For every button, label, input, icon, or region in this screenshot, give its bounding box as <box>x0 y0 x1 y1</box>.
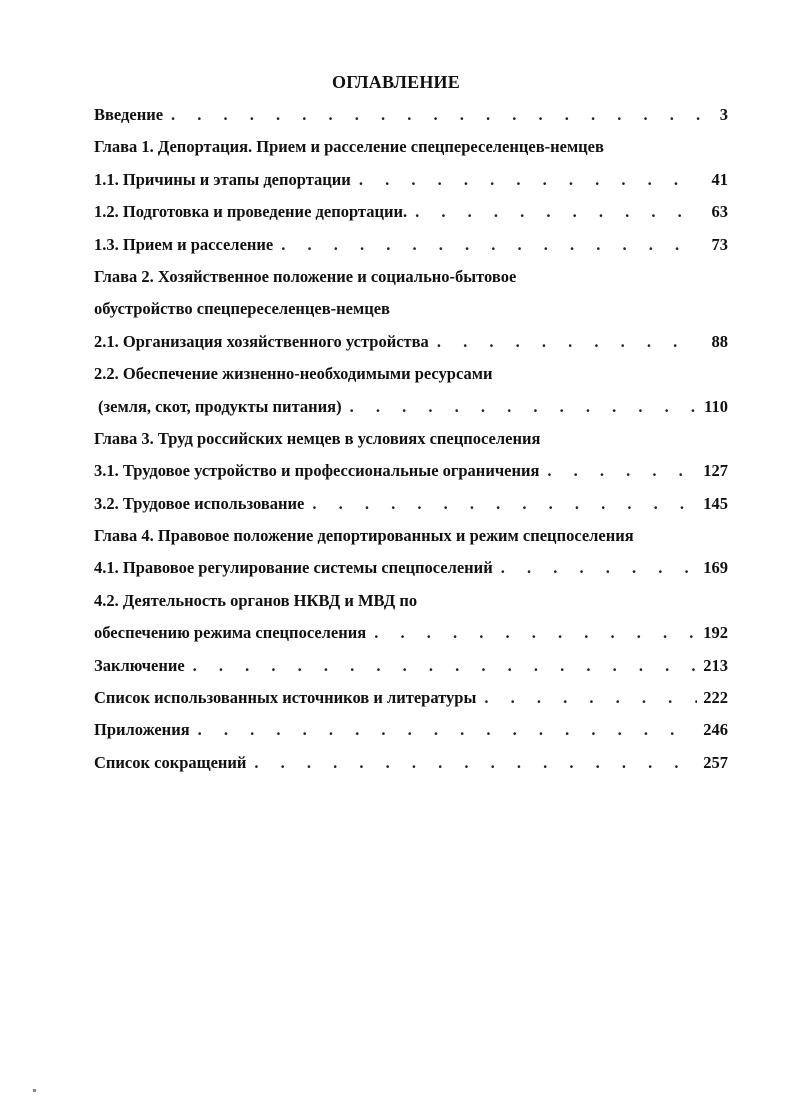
toc-entry <box>94 199 728 231</box>
toc-entry-continued <box>94 620 728 652</box>
table-of-contents <box>94 102 728 782</box>
toc-entry-page: 222 <box>703 688 728 708</box>
toc-entry-label: 1.2. Подготовка и проведение депортации. <box>94 202 408 222</box>
dot-leader <box>501 555 698 581</box>
dot-leader <box>374 620 697 646</box>
toc-entry-page: 73 <box>711 234 728 254</box>
toc-entry <box>94 717 728 749</box>
toc-entry <box>94 555 728 587</box>
toc-entry-label: 3.1. Трудовое устройство и профессиональные ограничения <box>94 461 540 481</box>
toc-chapter-heading-continued <box>94 296 728 328</box>
dot-leader <box>484 685 697 711</box>
toc-entry-label: Глава 3. Труд российских немцев в условиях спецпоселения <box>94 428 541 448</box>
toc-entry <box>94 102 728 134</box>
toc-entry-page: 246 <box>703 720 728 740</box>
toc-entry <box>94 491 728 523</box>
toc-entry-label: Список использованных источников и литературы <box>94 688 477 708</box>
toc-entry <box>94 750 728 782</box>
toc-entry <box>94 167 728 199</box>
dot-leader <box>437 329 700 355</box>
toc-entry-continued <box>94 394 728 426</box>
toc-entry <box>94 329 728 361</box>
toc-entry-label: Введение <box>94 105 164 124</box>
toc-chapter-heading <box>94 523 728 555</box>
toc-entry-label: Глава 4. Правовое положение депортированных и режим спецпоселения <box>94 526 634 546</box>
toc-entry-page: 145 <box>703 493 728 513</box>
toc-entry-label: 4.1. Правовое регулирование системы спецпоселений <box>94 558 493 578</box>
dot-leader <box>193 653 698 679</box>
toc-entry <box>94 361 728 393</box>
toc-entry-page: 88 <box>711 331 728 351</box>
toc-entry-label: Глава 2. Хозяйственное положение и социально-бытовое <box>94 266 517 286</box>
toc-entry-label: 3.2. Трудовое использование <box>94 493 305 513</box>
toc-chapter-heading <box>94 264 728 296</box>
toc-entry <box>94 458 728 490</box>
toc-entry-label: 2.2. Обеспечение жизненно-необходимыми ресурсами <box>94 364 493 384</box>
toc-entry-label: обеспечению режима спецпоселения <box>94 623 367 643</box>
toc-entry-page: 192 <box>703 623 728 643</box>
toc-entry-page: 3 <box>719 105 728 124</box>
toc-entry-label: 1.3. Прием и расселение <box>94 234 274 254</box>
toc-entry-page: 127 <box>703 461 728 481</box>
toc-entry-page: 110 <box>704 396 728 416</box>
toc-entry-page: 41 <box>711 169 728 189</box>
toc-entry <box>94 232 728 264</box>
toc-entry <box>94 685 728 717</box>
toc-entry-label: Приложения <box>94 720 190 740</box>
toc-entry-page: 169 <box>703 558 728 578</box>
toc-entry-page: 213 <box>703 655 728 675</box>
dot-leader <box>254 750 697 776</box>
toc-entry-label: 4.2. Деятельность органов НКВД и МВД по <box>94 590 418 610</box>
toc-entry <box>94 653 728 685</box>
dot-leader <box>281 232 700 258</box>
toc-entry <box>94 588 728 620</box>
dot-leader <box>312 491 697 517</box>
dot-leader <box>359 167 700 193</box>
toc-entry-label: (земля, скот, продукты питания) <box>98 396 342 416</box>
toc-entry-label: Список сокращений <box>94 752 247 772</box>
scan-artifact <box>33 1089 36 1092</box>
dot-leader <box>547 458 697 484</box>
toc-chapter-heading <box>94 426 728 458</box>
toc-title: ОГЛАВЛЕНИЕ <box>332 72 460 92</box>
toc-entry-page: 63 <box>711 202 728 222</box>
toc-entry-label: 2.1. Организация хозяйственного устройства <box>94 331 429 351</box>
toc-entry-label: обустройство спецпереселенцев-немцев <box>94 299 390 319</box>
dot-leader <box>415 199 700 225</box>
dot-leader <box>171 102 700 128</box>
toc-entry-label: 1.1. Причины и этапы депортации <box>94 169 351 189</box>
toc-entry-label: Заключение <box>94 655 185 675</box>
toc-chapter-heading <box>94 134 728 166</box>
toc-entry-page: 257 <box>703 752 728 772</box>
toc-entry-label: Глава 1. Депортация. Прием и расселение спецпереселенцев-немцев <box>94 137 604 157</box>
dot-leader <box>198 717 698 743</box>
dot-leader <box>350 394 699 420</box>
